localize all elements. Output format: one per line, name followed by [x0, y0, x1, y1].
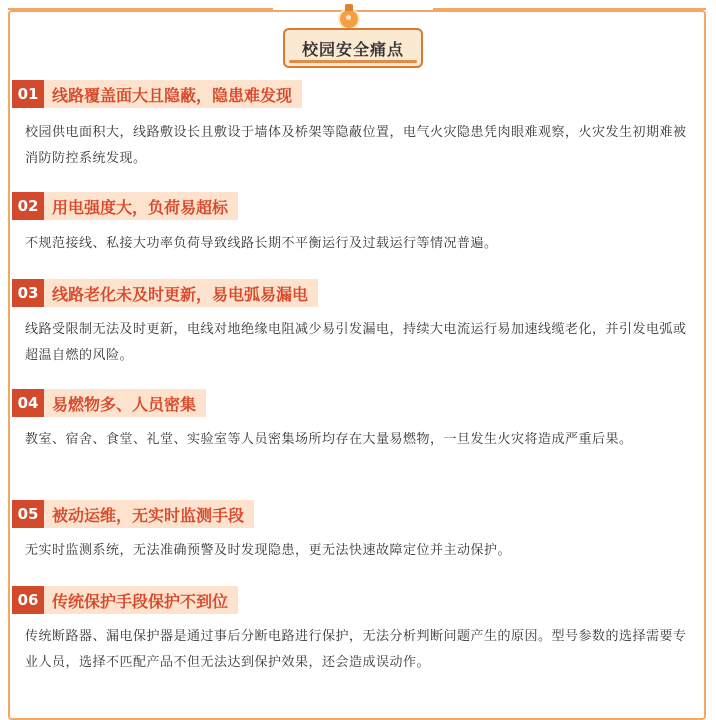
- item-number: 01: [12, 80, 44, 108]
- item-description: 教室、宿舍、食堂、礼堂、实验室等人员密集场所均存在大量易燃物，一旦发生火灾将造成严重后果。: [25, 432, 633, 447]
- page-title-text: 校园安全痛点: [301, 39, 404, 59]
- lightbulb-icon: [340, 10, 358, 28]
- item-description: 无实时监测系统，无法准确预警及时发现隐患，更无法快速故障定位并主动保护。: [25, 543, 512, 558]
- frame-top-line-right: [433, 8, 706, 10]
- item-header: [12, 586, 238, 614]
- item-description: 校园供电面积大，线路敷设长且敷设于墙体及桥架等隐蔽位置，电气火灾隐患凭肉眼难观察，火灾发生初期难被消防防控系统发现。: [25, 125, 687, 166]
- item-header: [12, 192, 238, 220]
- item-description: 线路受限制无法及时更新，电线对地绝缘电阻减少易引发漏电，持续大电流运行易加速线缆老化，并引发电弧或超温自燃的风险。: [25, 322, 687, 363]
- item-description: 不规范接线、私接大功率负荷导致线路长期不平衡运行及过载运行等情况普遍。: [25, 236, 498, 251]
- item-title: 线路覆盖面大且隐蔽，隐患难发现: [44, 80, 302, 108]
- item-title: 被动运维，无实时监测手段: [44, 500, 254, 528]
- item-number: 03: [12, 279, 44, 307]
- item-header: [12, 389, 206, 417]
- item-title: 线路老化未及时更新，易电弧易漏电: [44, 279, 318, 307]
- item-title: 传统保护手段保护不到位: [44, 586, 238, 614]
- item-description: 传统断路器、漏电保护器是通过事后分断电路进行保护，无法分析判断问题产生的原因。型号参数的选择需要专业人员，选择不匹配产品不但无法达到保护效果，还会造成误动作。: [25, 629, 687, 670]
- frame-top-line-left: [8, 8, 273, 10]
- item-header: [12, 80, 302, 108]
- item-title: 易燃物多、人员密集: [44, 389, 206, 417]
- item-header: [12, 500, 254, 528]
- item-number: 02: [12, 192, 44, 220]
- page-title: [283, 28, 423, 68]
- item-title: 用电强度大，负荷易超标: [44, 192, 238, 220]
- item-number: 06: [12, 586, 44, 614]
- item-number: 05: [12, 500, 44, 528]
- item-header: [12, 279, 318, 307]
- item-number: 04: [12, 389, 44, 417]
